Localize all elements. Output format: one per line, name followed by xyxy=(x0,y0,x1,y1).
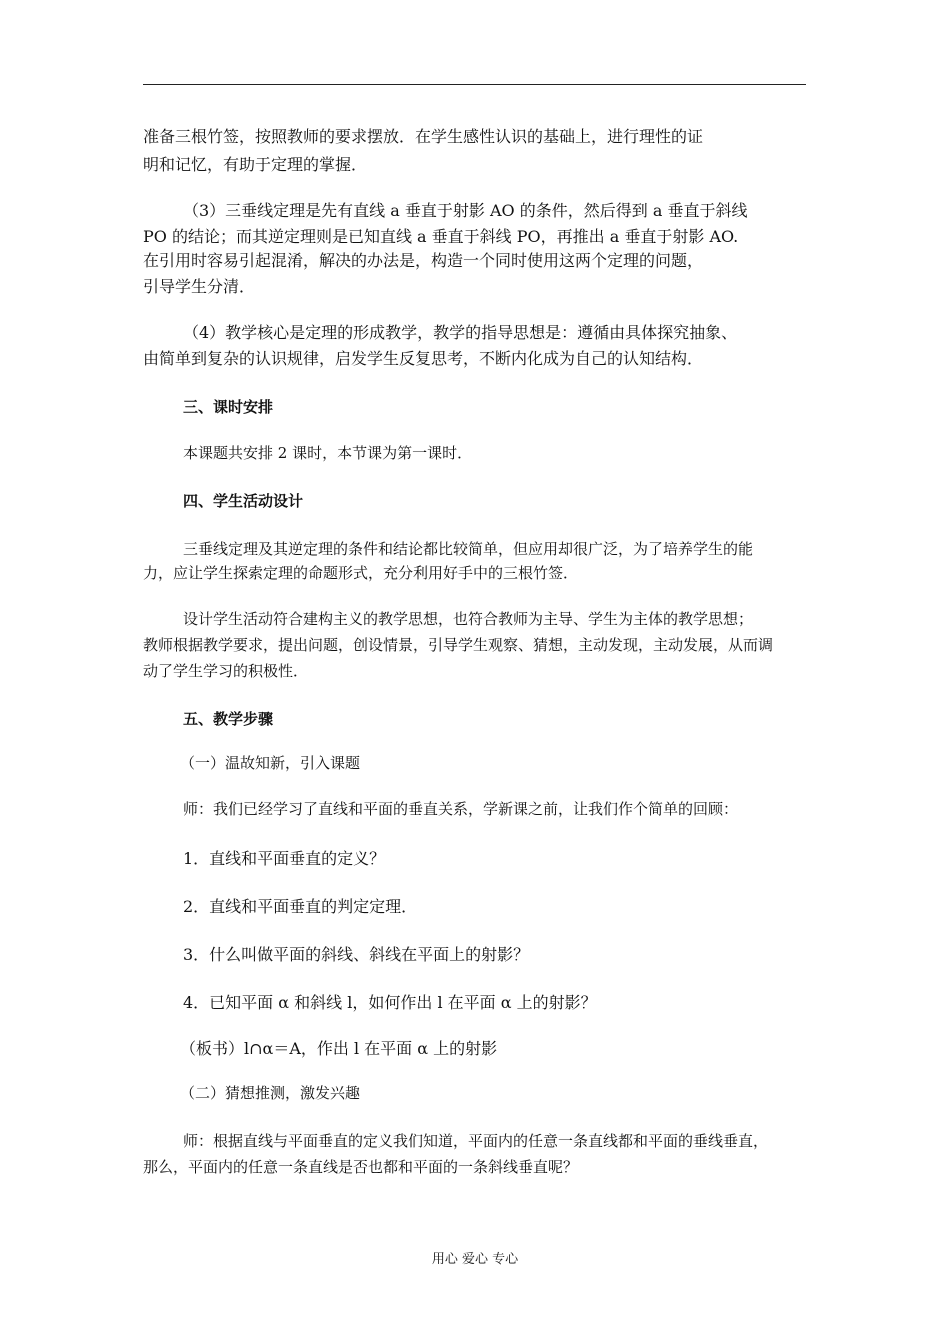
schedule-text: 本课题共安排 2 课时，本节课为第一课时． xyxy=(183,444,473,462)
item4-line: 由简单到复杂的认识规律，启发学生反复思考，不断内化成为自己的认知结构． xyxy=(143,349,704,368)
teacher-line: 师：根据直线与平面垂直的定义我们知道，平面内的任意一条直线都和平面的垂线垂直， xyxy=(183,1132,769,1150)
teacher-line: 那么，平面内的任意一条直线是否也都和平面的一条斜线垂直呢？ xyxy=(143,1158,579,1176)
page-footer: 用心 爱心 专心 xyxy=(431,1252,519,1267)
paragraph-line: 明和记忆，有助于定理的掌握． xyxy=(143,155,368,174)
paragraph-line: 准备三根竹签，按照教师的要求摆放．在学生感性认识的基础上，进行理性的证 xyxy=(143,127,704,146)
step-heading: （一）温故知新，引入课题 xyxy=(180,754,361,772)
activity-line: 教师根据教学要求，提出问题，创设情景，引导学生观察、猜想，主动发现，主动发展，从而调 xyxy=(143,636,774,654)
item3-line: 引导学生分清． xyxy=(143,277,256,296)
activity-line: 动了学生学习的积极性． xyxy=(143,662,309,680)
section-heading: 三、课时安排 xyxy=(183,398,274,416)
teacher-line: 师：我们已经学习了直线和平面的垂直关系，学新课之前，让我们作个简单的回顾： xyxy=(183,800,739,818)
question-item: 2．直线和平面垂直的判定定理． xyxy=(183,897,418,916)
question-item: 1．直线和平面垂直的定义？ xyxy=(183,849,386,868)
board-note: （板书）l∩α＝A，作出 l 在平面 α 上的射影 xyxy=(180,1039,498,1058)
item3-line: PO 的结论；而其逆定理则是已知直线 a 垂直于斜线 PO，再推出 a 垂直于射影 AO. xyxy=(143,227,739,246)
item4-line: （4）教学核心是定理的形成教学，教学的指导思想是：遵循由具体探究抽象、 xyxy=(183,323,738,342)
section-heading: 四、学生活动设计 xyxy=(183,492,304,510)
item3-line: （3）三垂线定理是先有直线 a 垂直于射影 AO 的条件，然后得到 a 垂直于斜线 xyxy=(183,201,748,220)
question-item: 3．什么叫做平面的斜线、斜线在平面上的射影？ xyxy=(183,945,530,964)
activity-line: 设计学生活动符合建构主义的教学思想，也符合教师为主导、学生为主体的教学思想； xyxy=(183,610,754,628)
activity-line: 三垂线定理及其逆定理的条件和结论都比较简单，但应用却很广泛，为了培养学生的能 xyxy=(183,540,754,558)
question-item: 4．已知平面 α 和斜线 l，如何作出 l 在平面 α 上的射影？ xyxy=(183,993,597,1012)
section-heading: 五、教学步骤 xyxy=(183,710,274,728)
header-rule xyxy=(143,84,806,85)
step-heading: （二）猜想推测，激发兴趣 xyxy=(180,1084,361,1102)
item3-line: 在引用时容易引起混淆，解决的办法是，构造一个同时使用这两个定理的问题， xyxy=(143,251,704,270)
activity-line: 力，应让学生探索定理的命题形式，充分利用好手中的三根竹签． xyxy=(143,564,579,582)
